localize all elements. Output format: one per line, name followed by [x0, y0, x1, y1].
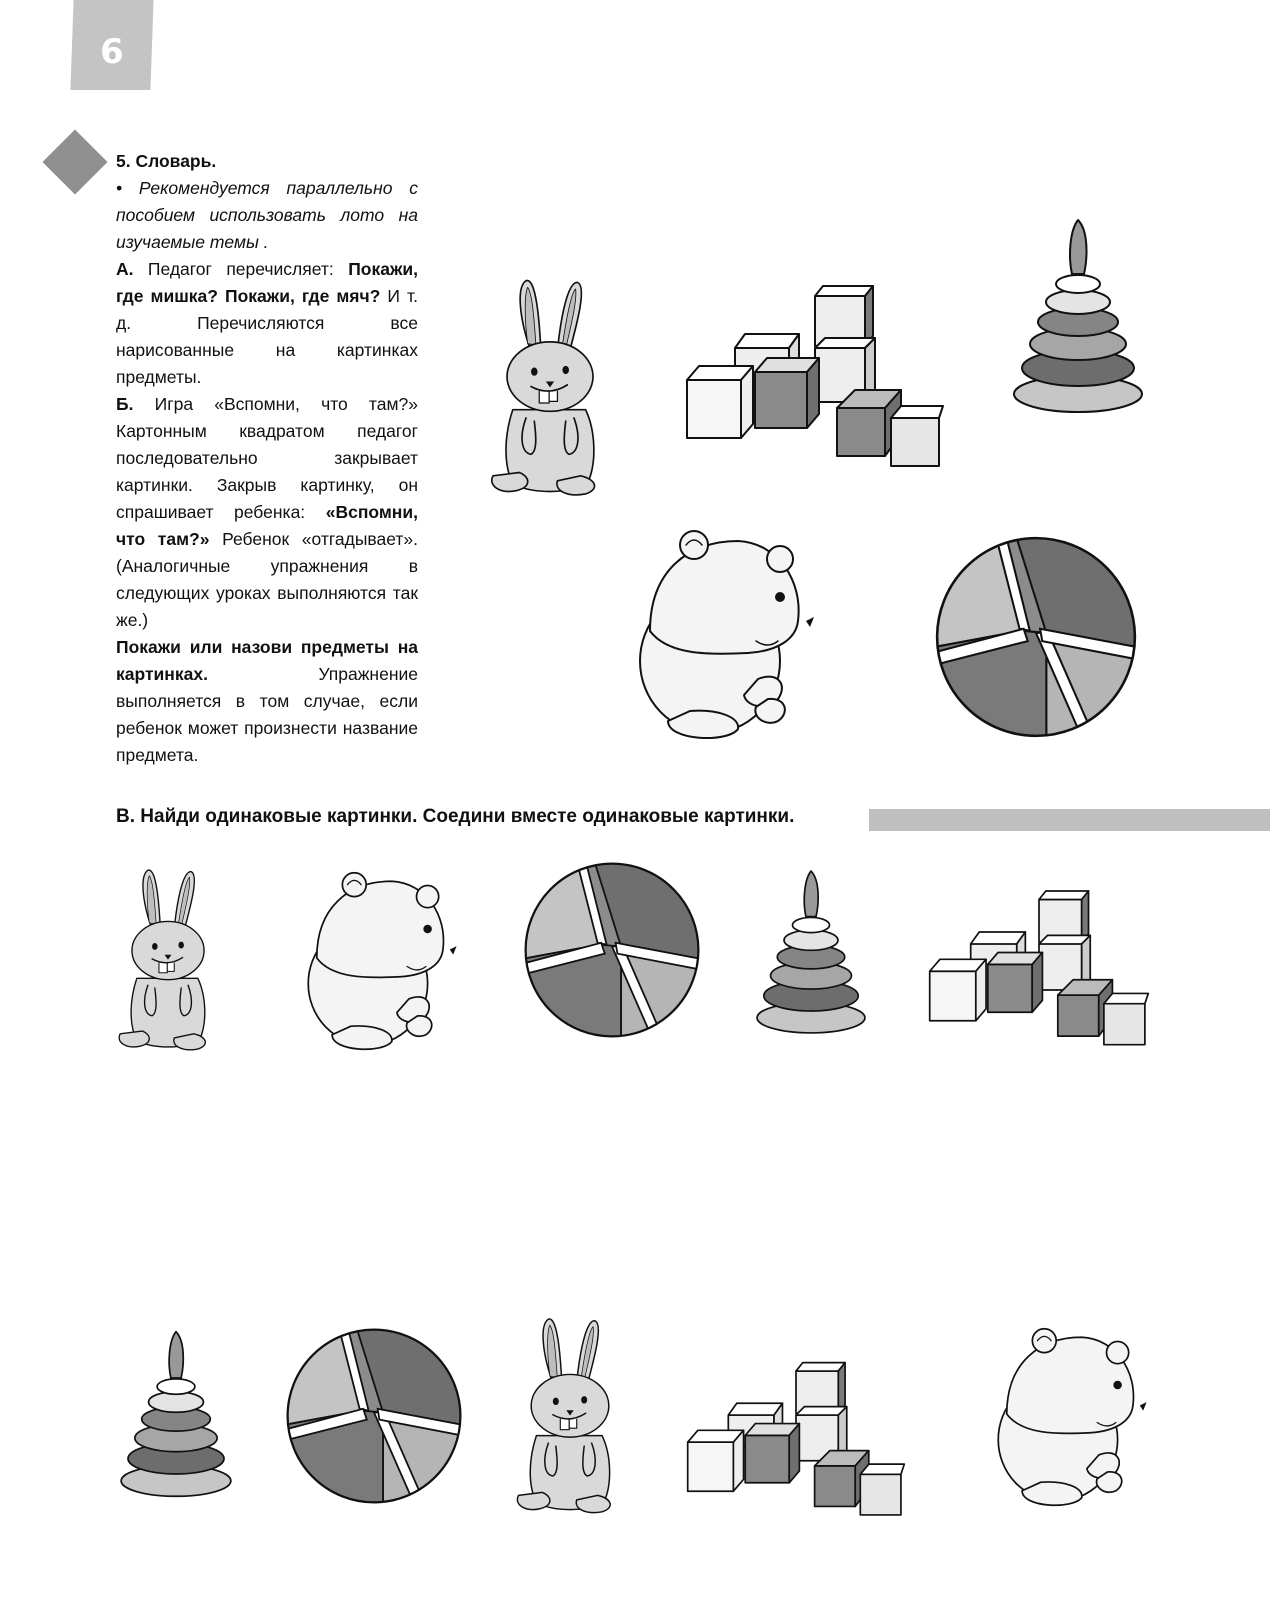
instructions-column	[116, 148, 418, 769]
row2-bear-picture[interactable]	[988, 1314, 1150, 1514]
part-b-label: Б.	[116, 394, 134, 414]
bear-picture	[628, 516, 818, 746]
show-task-bold: Покажи или назови предметы на картинках.	[116, 637, 418, 684]
ball-picture	[930, 534, 1142, 740]
show-task-text: Упражнение выполняется в том случае, если ребенок может произнести название предмета.	[116, 664, 418, 765]
row1-pyramid-picture[interactable]	[752, 864, 870, 1040]
part-b-text-2: Ребенок «отгадывает». (Аналогичные упражнения в следующих уроках выполняются так же.)	[116, 529, 418, 630]
cubes-picture	[684, 268, 946, 468]
row2-bunny-picture[interactable]	[514, 1310, 626, 1524]
heading-bar	[869, 809, 1270, 831]
part-b-text-1: Игра «Вспомни, что там?» Картонным квадратом педагог последовательно закрывает картинки. Закрыв картинку, он спрашивает ребенка:	[116, 394, 418, 522]
row1-cubes-picture[interactable]	[928, 874, 1150, 1048]
page-number: 6	[100, 32, 124, 72]
part-a-text-1: Педагог перечисляет:	[147, 259, 334, 279]
part-a-text-2: И т. д. Перечисляются все нарисованные на картинках предметы.	[116, 286, 418, 387]
show-task-paragraph	[116, 634, 418, 769]
section-diamond-marker	[42, 129, 107, 194]
row1-ball-picture[interactable]	[522, 858, 702, 1042]
row2-ball-picture[interactable]	[282, 1326, 466, 1506]
task-v-heading: В. Найди одинаковые картинки. Соедини вместе одинаковые картинки.	[116, 806, 795, 827]
part-a-paragraph	[116, 256, 418, 391]
part-a-bold: Покажи, где мишка? Покажи, где мяч?	[116, 259, 418, 306]
section-title: 5. Словарь.	[116, 151, 217, 171]
part-b-bold: «Вспомни, что там?»	[116, 502, 418, 549]
pyramid-picture	[1008, 212, 1148, 420]
part-b-paragraph	[116, 391, 418, 634]
row2-cubes-picture[interactable]	[686, 1346, 906, 1518]
row1-bunny-picture[interactable]	[116, 854, 220, 1068]
recommendation-text: • Рекомендуется параллельно с пособием использовать лото на изучаемые темы .	[116, 178, 418, 252]
part-a-label: А.	[116, 259, 134, 279]
row1-bear-picture[interactable]	[298, 858, 460, 1058]
row2-pyramid-picture[interactable]	[116, 1324, 236, 1504]
bunny-picture	[488, 250, 612, 528]
